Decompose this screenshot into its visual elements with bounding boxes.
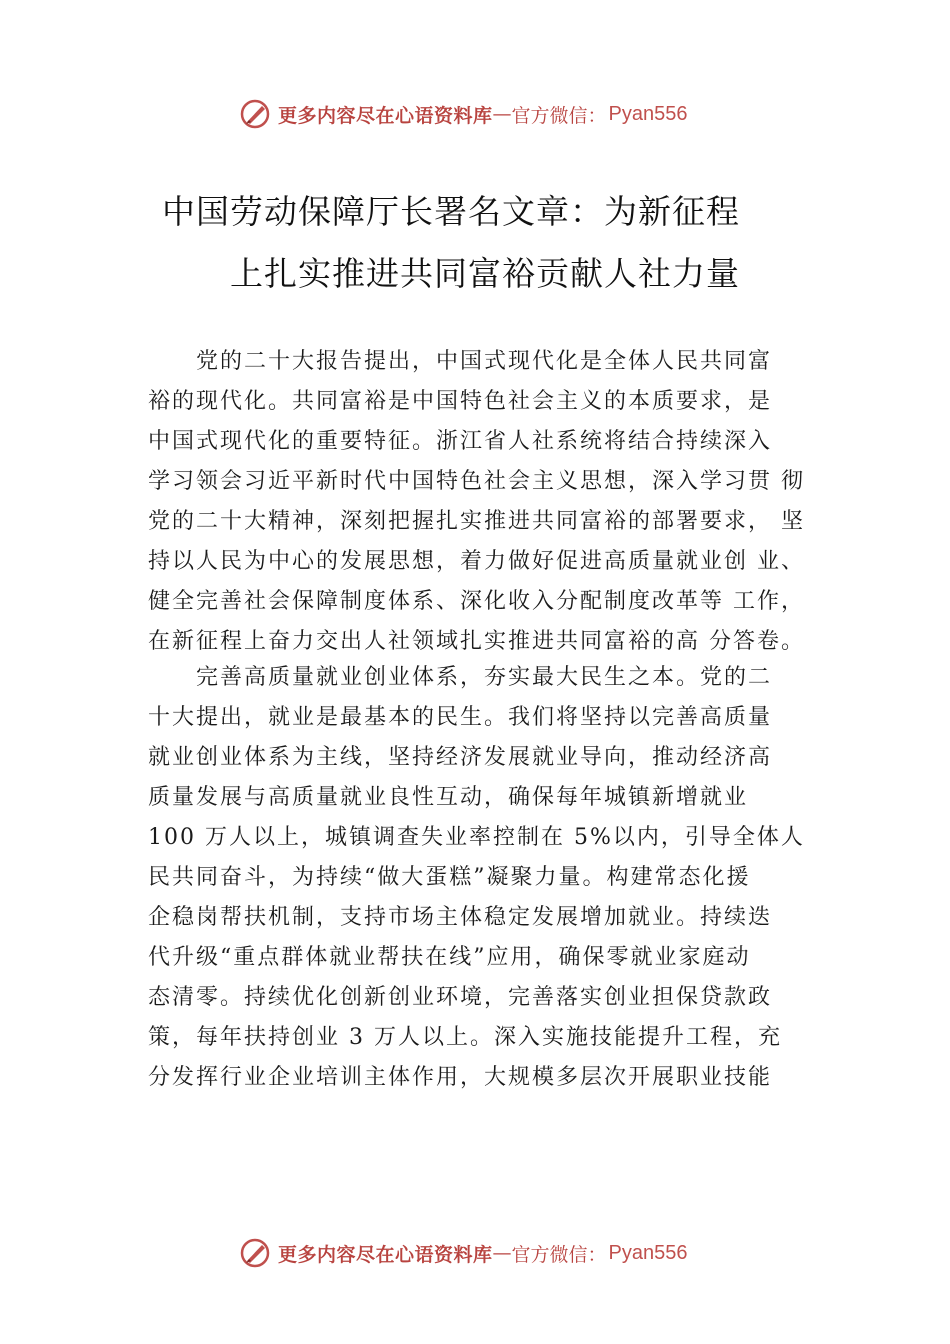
text-line: 策，每年扶持创业 3 万人以上。深入实施技能提升工程，充 [148,1025,782,1050]
text-line: 分发挥行业企业培训主体作用，大规模多层次开展职业技能 [148,1065,773,1090]
text-line: 完善高质量就业创业体系，夯实最大民生之本。党的二 [196,665,773,690]
text-line: 十大提出，就业是最基本的民生。我们将坚持以完善高质量 [148,705,773,730]
text-line: 民共同奋斗，为持续“做大蛋糕”凝聚力量。构建常态化援 [148,865,751,890]
text-line: 裕的现代化。共同富裕是中国特色社会主义的本质要求，是 [148,389,773,414]
watermark-banner-bottom [238,1233,688,1273]
text-line: 学习领会习近平新时代中国特色社会主义思想，深入学习贯 彻 [148,469,805,494]
promo-text: 更多内容尽在心语资料库 [278,1243,493,1266]
paragraph-2 [148,658,848,1098]
text-line: 党的二十大报告提出，中国式现代化是全体人民共同富 [196,349,773,374]
text-line: 质量发展与高质量就业良性互动，确保每年城镇新增就业 [148,785,749,810]
text-line: 代升级“重点群体就业帮扶在线”应用，确保零就业家庭动 [148,945,751,970]
quill-logo-icon [238,97,272,131]
text-line: 就业创业体系为主线，坚持经济发展就业导向，推动经济高 [148,745,773,770]
text-line: 100 万人以上，城镇调查失业率控制在 5%以内，引导全体人 [148,825,805,850]
wechat-label: 官方微信： [511,1243,607,1266]
watermark-banner-top [238,94,688,134]
separator: — [492,103,512,125]
quill-logo-icon [238,1236,272,1270]
text-line: 在新征程上奋力交出人社领域扎实推进共同富裕的高 分答卷。 [148,629,805,654]
text-line: 企稳岗帮扶机制，支持市场主体稳定发展增加就业。持续迭 [148,905,773,930]
text-line: 中国式现代化的重要特征。浙江省人社系统将结合持续深入 [148,429,773,454]
wechat-label: 官方微信： [511,104,607,127]
document-title-line-1: 中国劳动保障厅长署名文章：为新征程 [162,192,740,231]
promo-text: 更多内容尽在心语资料库 [278,104,493,127]
paragraph-1 [148,342,848,662]
separator: — [492,1242,512,1264]
wechat-id: Pyan556 [608,1241,688,1264]
text-line: 态清零。持续优化创新创业环境，完善落实创业担保贷款政 [148,985,773,1010]
text-line: 持以人民为中心的发展思想，着力做好促进高质量就业创 业、 [148,549,805,574]
document-title-line-2: 上扎实推进共同富裕贡献人社力量 [230,254,740,293]
text-line: 健全完善社会保障制度体系、深化收入分配制度改革等 工作， [148,589,805,614]
wechat-id: Pyan556 [608,102,688,125]
text-line: 党的二十大精神，深刻把握扎实推进共同富裕的部署要求， 坚 [148,509,805,534]
